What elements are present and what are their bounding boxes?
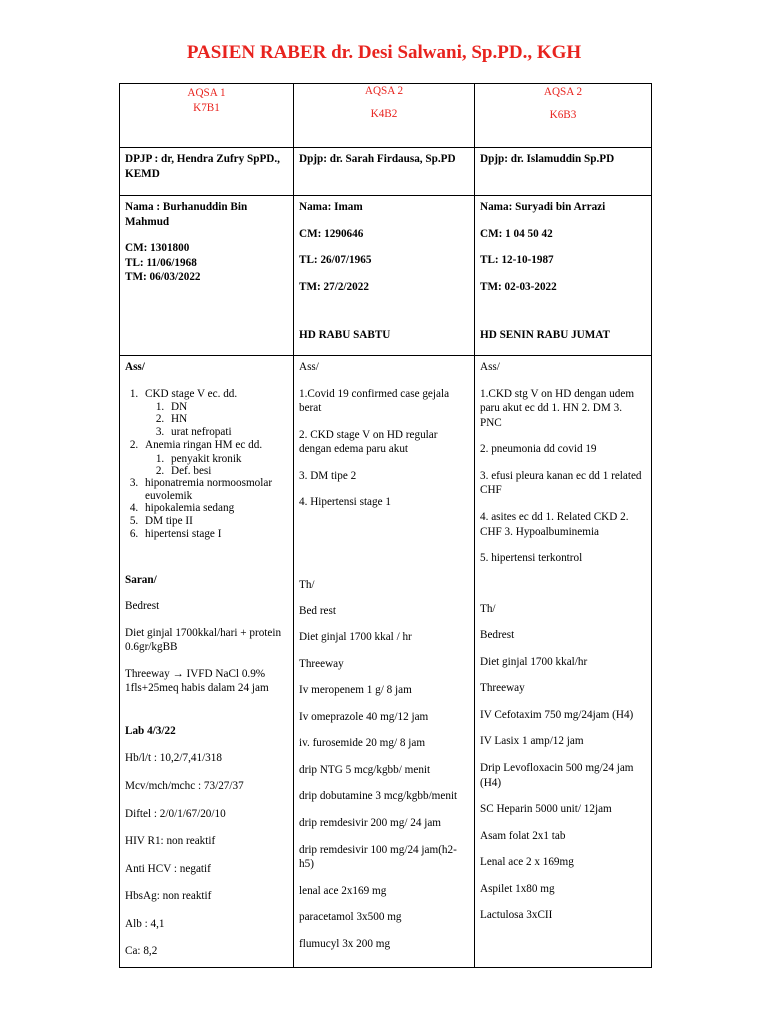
ass-item: 1.Covid 19 confirmed case gejala berat <box>299 387 450 415</box>
hd-schedule: HD RABU SABTU <box>299 329 391 342</box>
ass-item: 1.CKD stg V on HD dengan udem paru akut ec dd 1. HN 2. DM 3. PNC <box>480 387 635 429</box>
th-item: Diet ginjal 1700 kkal/hr <box>480 655 588 668</box>
th-item: Iv meropenem 1 g/ 8 jam <box>299 684 412 697</box>
lab-item: Hb/l/t : 10,2/7,41/318 <box>125 752 222 765</box>
ass-item: 2. pneumonia dd covid 19 <box>480 443 597 456</box>
assessment-cell-2 <box>294 356 475 968</box>
lab-label: Lab 4/3/22 <box>125 724 176 737</box>
lab-item: Anti HCV : negatif <box>125 862 211 875</box>
th-item: Bed rest <box>299 604 336 617</box>
lab-item: Diftel : 2/0/1/67/20/10 <box>125 807 226 820</box>
list-item: 3. urat nefropati <box>167 426 288 438</box>
th-item: Lactulosa 3xCII <box>480 909 553 922</box>
bed-label: K4B2 <box>370 107 398 120</box>
th-item: drip remdesivir 100 mg/24 jam(h2-h5) <box>299 843 457 871</box>
ward-label: AQSA 1 <box>187 87 226 99</box>
ass-item: 3. efusi pleura kanan ec dd 1 related CHF <box>480 469 642 497</box>
th-item: IV Cefotaxim 750 mg/24jam (H4) <box>480 708 634 721</box>
patient-tm: TM: 06/03/2022 <box>125 271 201 284</box>
identity-row <box>120 196 652 356</box>
list-item: 1. penyakit kronik <box>167 453 288 465</box>
lab-item: Ca: 8,2 <box>125 945 158 958</box>
bed-label: K7B1 <box>193 101 220 114</box>
identity-cell-2 <box>294 196 475 356</box>
th-item: Asam folat 2x1 tab <box>480 829 566 842</box>
page-title: PASIEN RABER dr. Desi Salwani, Sp.PD., KGH <box>186 42 582 63</box>
patient-cm: CM: 1 04 50 42 <box>480 227 553 240</box>
list-item: 1. CKD stage V ec. dd. 1. DN 2. HN 3. urat nefropati <box>141 387 288 439</box>
th-item: Threeway <box>480 682 525 695</box>
lab-item: Alb : 4,1 <box>125 917 165 930</box>
th-item: Iv omeprazole 40 mg/12 jam <box>299 710 429 723</box>
th-item: drip remdesivir 200 mg/ 24 jam <box>299 817 441 829</box>
ass-label: Ass/ <box>125 361 145 373</box>
hd-schedule: HD SENIN RABU JUMAT <box>480 329 611 342</box>
patient-name: Nama : Burhanuddin Bin Mahmud <box>125 201 248 228</box>
ass-list <box>125 387 288 541</box>
dpjp-cell-2: Dpjp: dr. Sarah Firdausa, Sp.PD <box>294 148 475 196</box>
th-item: SC Heparin 5000 unit/ 12jam <box>480 803 612 816</box>
lab-item: Mcv/mch/mchc : 73/27/37 <box>125 780 244 792</box>
th-label: Th/ <box>480 602 496 615</box>
th-item: IV Lasix 1 amp/12 jam <box>480 735 584 748</box>
saran-item: Threeway → IVFD NaCl 0.9% 1fls+25meq habis dalam 24 jam <box>125 667 269 695</box>
patient-table <box>119 83 652 968</box>
list-item: 3. hiponatremia normoosmolar euvolemik <box>141 477 288 502</box>
ass-item: 3. DM tipe 2 <box>299 469 357 482</box>
ass-item: 2. CKD stage V on HD regular dengan edema paru akut <box>299 428 438 456</box>
ass-label: Ass/ <box>299 361 319 373</box>
header-cell-1 <box>120 84 294 148</box>
ass-item: 5. hipertensi terkontrol <box>480 552 583 565</box>
patient-cm: CM: 1301800 <box>125 242 190 255</box>
patient-cm: CM: 1290646 <box>299 227 364 240</box>
lab-item: HIV R1: non reaktif <box>125 835 216 848</box>
th-item: iv. furosemide 20 mg/ 8 jam <box>299 737 426 750</box>
list-item: 2. Anemia ringan HM ec dd. 1. penyakit kronik 2. Def. besi <box>141 438 288 477</box>
th-item: Diet ginjal 1700 kkal / hr <box>299 631 412 644</box>
saran-item: Bedrest <box>125 600 160 613</box>
list-item: 4. hipokalemia sedang <box>141 502 288 515</box>
ward-label: AQSA 2 <box>543 86 583 98</box>
assessment-cell-1 <box>120 356 294 968</box>
patient-tm: TM: 02-03-2022 <box>480 280 557 293</box>
assessment-row <box>120 356 652 968</box>
list-item: 1. DN <box>167 401 288 413</box>
header-cell-2 <box>294 84 475 148</box>
th-item: flumucyl 3x 200 mg <box>299 937 391 950</box>
ward-label: AQSA 2 <box>364 85 404 97</box>
header-row <box>120 84 652 148</box>
identity-cell-1 <box>120 196 294 356</box>
header-cell-3 <box>475 84 652 148</box>
list-item: 2. Def. besi <box>167 465 288 477</box>
bed-label: K6B3 <box>549 108 577 121</box>
patient-tm: TM: 27/2/2022 <box>299 280 369 293</box>
th-item: Bedrest <box>480 629 515 642</box>
lab-item: HbsAg: non reaktif <box>125 890 212 903</box>
dpjp-cell-3: Dpjp: dr. Islamuddin Sp.PD <box>475 148 652 196</box>
sub-list <box>145 401 288 438</box>
th-item: drip NTG 5 mcg/kgbb/ menit <box>299 763 431 776</box>
th-item: Threeway <box>299 657 344 670</box>
th-item: lenal ace 2x169 mg <box>299 884 387 897</box>
patient-tl: TL: 26/07/1965 <box>299 254 372 267</box>
identity-cell-3 <box>475 196 652 356</box>
dpjp-cell-1: DPJP : dr, Hendra Zufry SpPD., KEMD <box>120 148 294 196</box>
list-item: 2. HN <box>167 413 288 425</box>
ass-label: Ass/ <box>480 361 500 373</box>
saran-label: Saran/ <box>125 573 157 586</box>
list-item: 6. hipertensi stage I <box>141 528 288 541</box>
th-item: Lenal ace 2 x 169mg <box>480 856 574 869</box>
patient-tl: TL: 12-10-1987 <box>480 254 554 267</box>
patient-name: Nama: Imam <box>299 201 363 213</box>
patient-tl: TL: 11/06/1968 <box>125 256 197 269</box>
th-item: drip dobutamine 3 mcg/kgbb/menit <box>299 790 458 803</box>
assessment-cell-3 <box>475 356 652 968</box>
th-item: Aspilet 1x80 mg <box>480 882 555 895</box>
ass-item: 4. Hipertensi stage 1 <box>299 496 391 509</box>
th-label: Th/ <box>299 578 315 591</box>
ass-item: 4. asites ec dd 1. Related CKD 2. CHF 3. Hypoalbuminemia <box>480 510 629 538</box>
th-item: Drip Levofloxacin 500 mg/24 jam (H4) <box>480 762 634 789</box>
list-item: 5. DM tipe II <box>141 515 288 528</box>
th-item: paracetamol 3x500 mg <box>299 911 402 924</box>
patient-name: Nama: Suryadi bin Arrazi <box>480 201 606 213</box>
sub-list <box>145 453 288 478</box>
dpjp-row <box>120 148 652 196</box>
saran-item: Diet ginjal 1700kkal/hari + protein 0.6gr/kgBB <box>125 626 282 654</box>
